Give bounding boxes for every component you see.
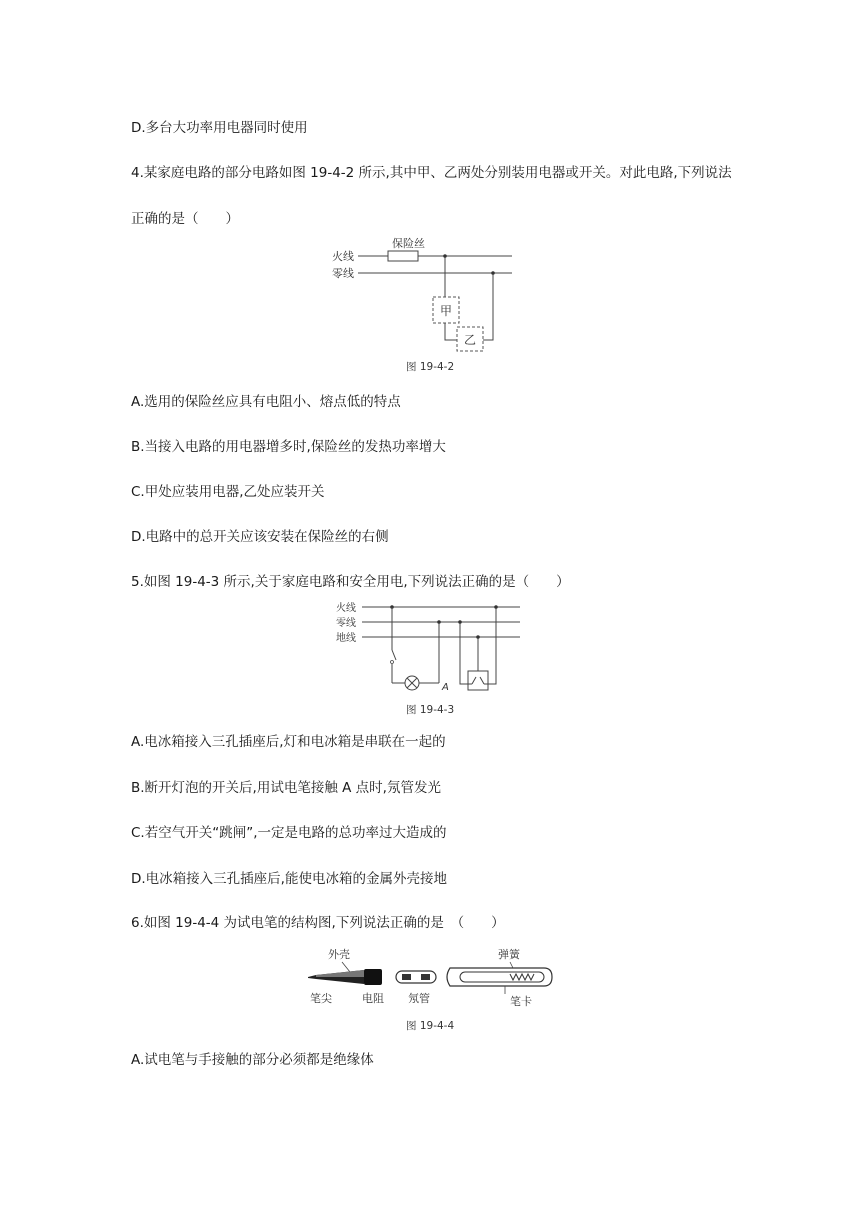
q4-option-c: C.甲处应装用电器,乙处应装开关: [131, 484, 325, 500]
q5-option-b: B.断开灯泡的开关后,用试电笔接触 A 点时,氖管发光: [131, 780, 441, 796]
resistor: [364, 969, 382, 985]
q3-option-d: D.多台大功率用电器同时使用: [131, 120, 308, 136]
fig2-neutral-label: 零线: [332, 267, 354, 280]
q6-option-a: A.试电笔与手接触的部分必须都是绝缘体: [131, 1052, 374, 1068]
caption-19-4-3: 图 19-4-3: [406, 704, 455, 716]
fig3-point-a: A: [442, 682, 449, 693]
fig4-resistor-label: 电阻: [362, 992, 384, 1005]
figure-19-4-4: [300, 940, 560, 1014]
q6-stem: 6.如图 19-4-4 为试电笔的结构图,下列说法正确的是 （ ）: [131, 915, 505, 931]
fig2-fuse-label: 保险丝: [392, 237, 425, 250]
fig4-clip-label: 笔卡: [510, 995, 532, 1008]
q4-option-d: D.电路中的总开关应该安装在保险丝的右侧: [131, 529, 389, 545]
box-jia-label: 甲: [440, 304, 453, 318]
fig4-neon-label: 氖管: [408, 992, 430, 1005]
fig4-shell-label: 外壳: [328, 948, 350, 961]
q4-stem-line2: 正确的是（ ）: [131, 211, 239, 227]
pen-barrel: [447, 968, 552, 986]
fig3-neutral-label: 零线: [336, 618, 356, 629]
q4-option-b: B.当接入电路的用电器增多时,保险丝的发热功率增大: [131, 439, 446, 455]
fig3-live-label: 火线: [336, 603, 356, 614]
lamp-switch: [392, 650, 396, 660]
figure-19-4-2: [330, 234, 520, 354]
three-pin-socket: [468, 671, 488, 690]
fig2-live-label: 火线: [332, 250, 354, 263]
box-yi-label: 乙: [464, 333, 477, 347]
fig4-tip-label: 笔尖: [310, 992, 332, 1005]
q4-stem-line1: 4.某家庭电路的部分电路如图 19-4-2 所示,其中甲、乙两处分别装用电器或开关。对此电路,下列说法: [131, 165, 732, 181]
q5-stem: 5.如图 19-4-3 所示,关于家庭电路和安全用电,下列说法正确的是（ ）: [131, 574, 570, 590]
caption-19-4-4: 图 19-4-4: [406, 1020, 455, 1032]
q5-option-c: C.若空气开关“跳闸”,一定是电路的总功率过大造成的: [131, 825, 447, 841]
fig4-spring-label: 弹簧: [498, 948, 520, 961]
fuse-symbol: [388, 251, 418, 261]
caption-19-4-2: 图 19-4-2: [406, 361, 455, 373]
q4-option-a: A.选用的保险丝应具有电阻小、熔点低的特点: [131, 394, 401, 410]
q5-option-a: A.电冰箱接入三孔插座后,灯和电冰箱是串联在一起的: [131, 734, 446, 750]
figure-19-4-3: [332, 598, 524, 696]
q5-option-d: D.电冰箱接入三孔插座后,能使电冰箱的金属外壳接地: [131, 871, 447, 887]
fig3-ground-label: 地线: [336, 633, 356, 644]
